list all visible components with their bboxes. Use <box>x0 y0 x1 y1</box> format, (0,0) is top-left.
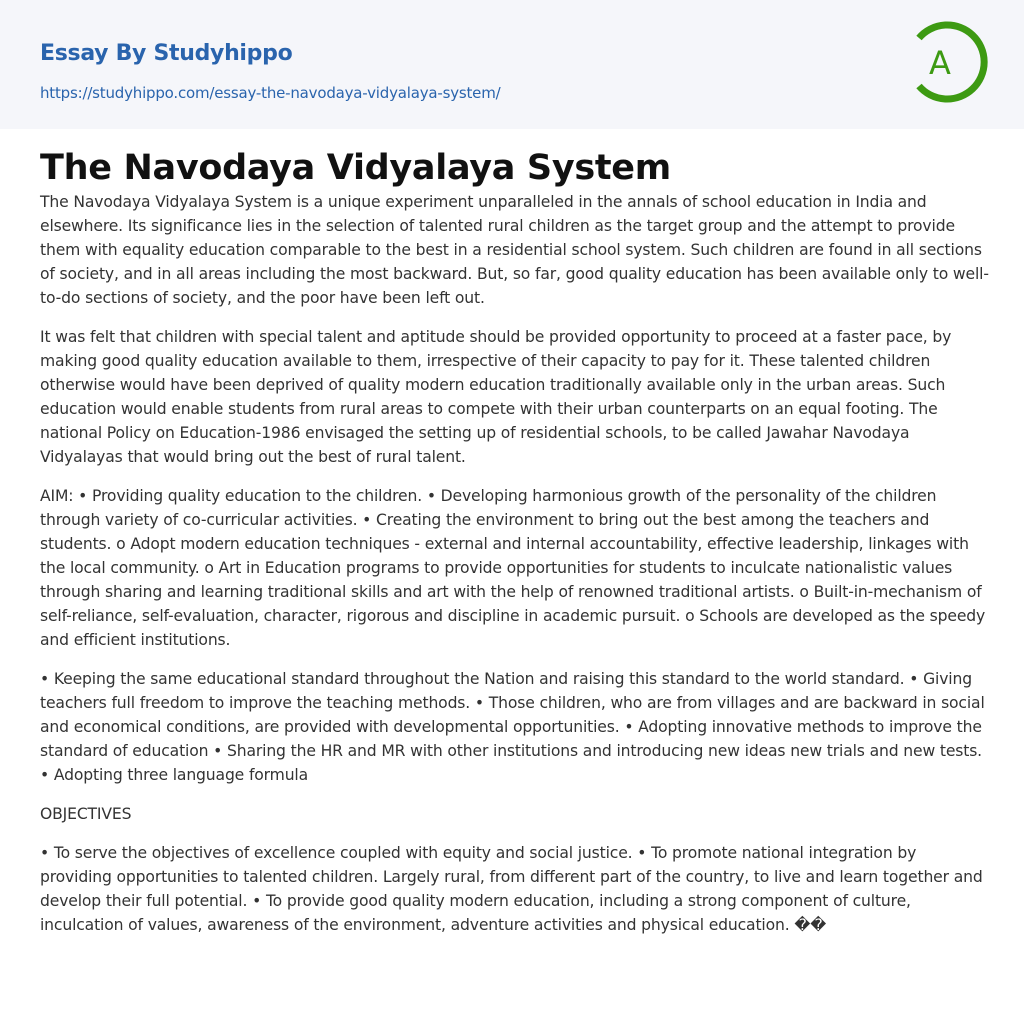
paragraph-intro: The Navodaya Vidyalaya System is a unique experiment unparalleled in the annals of school education in India and elsewhere. Its significance lies in the selection of talented rural children as the target group and the attempt to provide them with equality education comparable to the best in a residential school system. Such children are found in all sections of society, and in all areas including the most backward. But, so far, good quality education has been available only to well-to-do sections of society, and the poor have been left out. <box>40 193 989 307</box>
paragraph-objectives: • To serve the objectives of excellence coupled with equity and social justice. • To promote national integration by providing opportunities to talented children. Largely rural, from different part of the country, to live and learn together and develop their full potential. • To provide good quality modern education, including a strong component of culture, inculcation of values, awareness of the environment, adventure activities and physical education. �� <box>40 844 983 934</box>
essay-url-link[interactable]: https://studyhippo.com/essay-the-navodaya-vidyalaya-system/ <box>40 84 501 102</box>
objectives-heading: OBJECTIVES <box>40 805 132 823</box>
logo-letter: A <box>929 44 951 82</box>
paragraph-purpose: It was felt that children with special talent and aptitude should be provided opportunity to proceed at a faster pace, by making good quality education available to them, irrespective of their capacity to pay for it. These talented children otherwise would have been deprived of quality modern education traditionally available only in the urban areas. Such education would enable students from rural areas to compete with their urban counterparts on an equal footing. The national Policy on Education-1986 envisaged the setting up of residential schools, to be called Jawahar Navodaya Vidyalayas that would bring out the best of rural talent. <box>40 328 952 466</box>
paragraph-aim: AIM: • Providing quality education to the children. • Developing harmonious growth of the personality of the children through variety of co-curricular activities. • Creating the environment to bring out the best among the teachers and students. o Adopt modern education techniques - external and internal accountability, effective leadership, linkages with the local community. o Art in Education programs to provide opportunities for students to inculcate nationalistic values through sharing and learning traditional skills and art with the help of renowned traditional artists. o Built-in-mechanism of self-reliance, self-evaluation, character, rigorous and discipline in academic pursuit. o Schools are developed as the speedy and efficient institutions. <box>40 487 986 649</box>
article-title: The Navodaya Vidyalaya System <box>40 148 671 188</box>
paragraph-standards: • Keeping the same educational standard throughout the Nation and raising this standard to the world standard. • Giving teachers full freedom to improve the teaching methods. • Those children, who are from villages and are backward in social and economical conditions, are provided with developmental opportunities. • Adopting innovative methods to improve the standard of education • Sharing the HR and MR with other institutions and introducing new ideas new trials and new tests. • Adopting three language formula <box>40 670 985 784</box>
site-title: Essay By Studyhippo <box>40 41 293 66</box>
